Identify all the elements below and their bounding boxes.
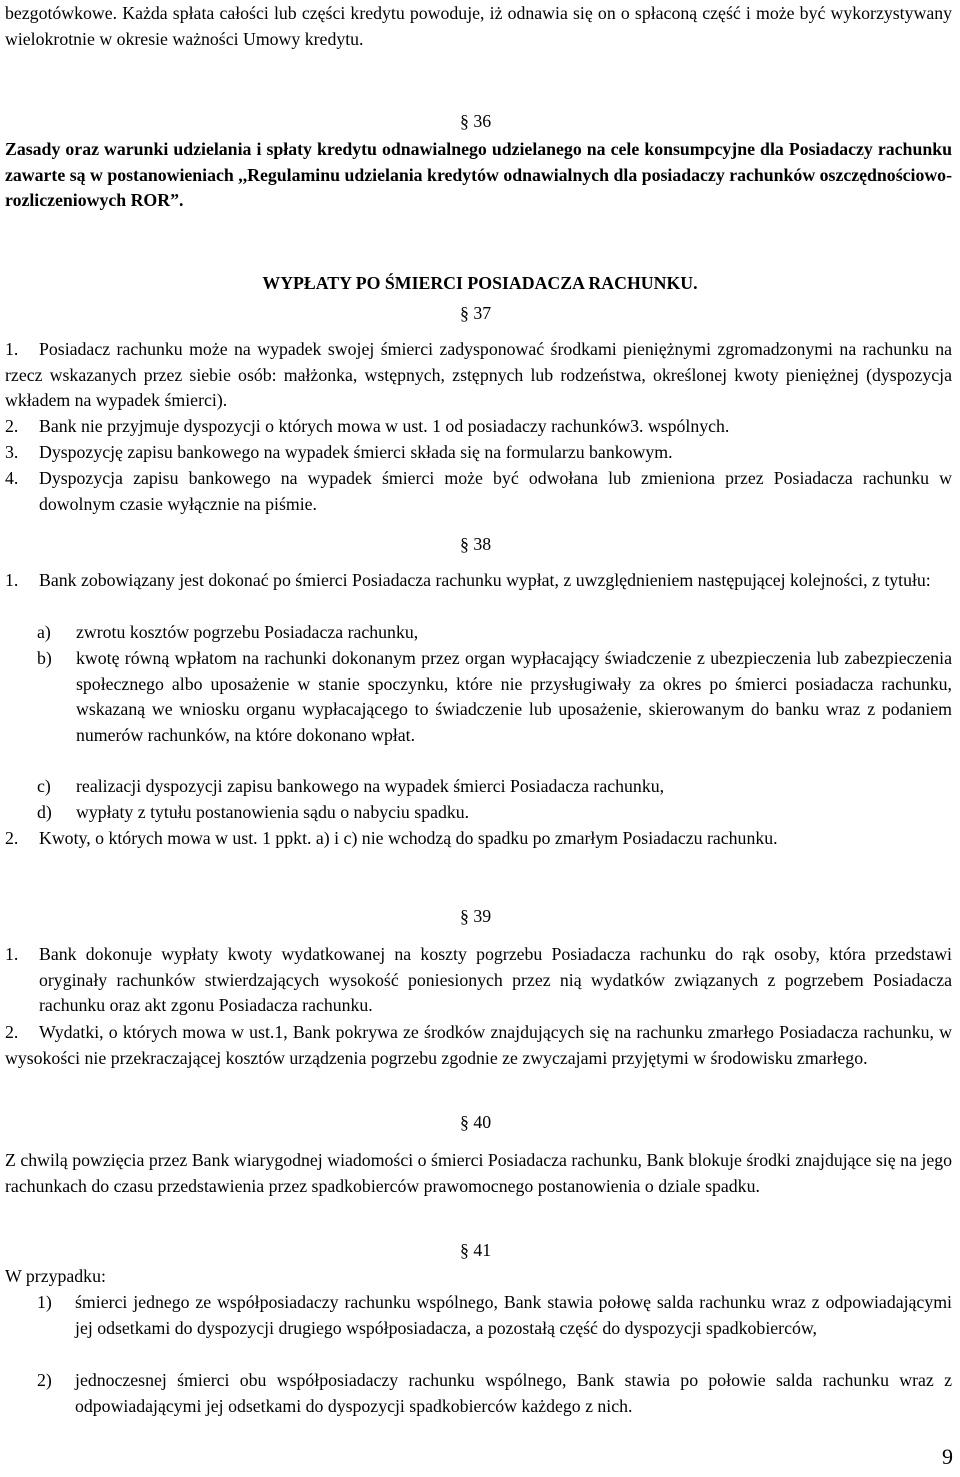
paragraph-38-number: § 38 [460, 534, 492, 554]
list-item: 2) jednoczesnej śmierci obu współposiadaczy rachunku wspólnego, Bank stawia po połowie salda rachunku wraz z odpowiadającymi jej odsetkami do dyspozycji spadkobierców każdego z nich. [37, 1370, 952, 1416]
paragraph-40-number: § 40 [460, 1112, 492, 1132]
list-item: 1) śmierci jednego ze współposiadaczy rachunku wspólnego, Bank stawia połowę salda rachunku wraz z odpowiadającymi jej odsetkami do dyspozycji drugiego współposiadacza, a pozostałą część do dyspozycji spadkobierców, [37, 1292, 952, 1338]
list-item: 4. Dyspozycja zapisu bankowego na wypadek śmierci może być odwołana lub zmieniona przez Posiadacza rachunku w dowolnym czasie wyłącznie na piśmie. [5, 468, 952, 514]
page-number: 9 [942, 1444, 953, 1469]
list-item: 2. Wydatki, o których mowa w ust.1, Bank pokrywa ze środków znajdujących się na rachunku zmarłego Posiadacza rachunku, w wysokości nie przekraczającej kosztów urządzenia pogrzebu zgodnie ze zwyczajami przyjętymi w środowisku zmarłego. [5, 1022, 952, 1068]
list-item: 1. Bank zobowiązany jest dokonać po śmierci Posiadacza rachunku wypłat, z uwzględnieniem następującej kolejności, z tytułu: [5, 570, 931, 590]
sub-item: a) zwrotu kosztów pogrzebu Posiadacza rachunku, [37, 622, 419, 642]
list-item: 3. Dyspozycję zapisu bankowego na wypadek śmierci składa się na formularzu bankowym. [5, 442, 673, 462]
paragraph-41-lead: W przypadku: [5, 1266, 106, 1286]
paragraph-36-text: Zasady oraz warunki udzielania i spłaty kredytu odnawialnego udzielanego na cele konsumpcyjne dla Posiadaczy rachunku zawarte są w postanowieniach ,,Regulaminu udzielania kredytów odnawialnych dla posiadaczy rachunków oszczędnościowo-rozliczeniowych ROR”. [5, 139, 952, 210]
intro-paragraph: bezgotówkowe. Każda spłata całości lub części kredytu powoduje, iż odnawia się on o spłaconą część i może być wykorzystywany wielokrotnie w okresie ważności Umowy kredytu. [5, 3, 952, 49]
paragraph-41-number: § 41 [460, 1240, 492, 1260]
paragraph-40-text: Z chwilą powzięcia przez Bank wiarygodnej wiadomości o śmierci Posiadacza rachunku, Bank blokuje środki znajdujące się na jego rachunkach do czasu przedstawienia przez spadkobierców prawomocnego postanowienia o dziale spadku. [5, 1150, 952, 1196]
sub-item: c) realizacji dyspozycji zapisu bankowego na wypadek śmierci Posiadacza rachunku, [37, 776, 665, 796]
paragraph-39-number: § 39 [460, 906, 492, 926]
paragraph-37-number: § 37 [460, 303, 492, 323]
list-item: 1. Bank dokonuje wypłaty kwoty wydatkowanej na koszty pogrzebu Posiadacza rachunku do rąk osoby, która przedstawi oryginały rachunków stwierdzających wysokość poniesionych przez nią wydatków związanych z pogrzebem Posiadacza rachunku oraz akt zgonu Posiadacza rachunku. [5, 944, 952, 1015]
list-item: 2. Bank nie przyjmuje dyspozycji o których mowa w ust. 1 od posiadaczy rachunków3. wspólnych. [5, 416, 730, 436]
sub-item: b) kwotę równą wpłatom na rachunki dokonanym przez organ wypłacający świadczenie z ubezpieczenia lub zabezpieczenia społecznego albo uposażenie w stanie spoczynku, które nie przysługiwały za okres po śmierci posiadacza rachunku, wskazaną we wniosku organu wypłacającego to świadczenie lub uposażenie, skierowanym do banku wraz z podaniem numerów rachunków, na które dokonano wpłat. [37, 648, 952, 745]
sub-item: d) wypłaty z tytułu postanowienia sądu o nabyciu spadku. [37, 802, 470, 822]
section-title: WYPŁATY PO ŚMIERCI POSIADACZA RACHUNKU. [262, 273, 698, 293]
paragraph-36-number: § 36 [460, 111, 492, 131]
list-item: 1. Posiadacz rachunku może na wypadek swojej śmierci zadysponować środkami pieniężnymi zgromadzonymi na rachunku na rzecz wskazanych przez siebie osób: małżonka, wstępnych, zstępnych lub rodzeństwa, określonej kwoty pieniężnej (dyspozycja wkładem na wypadek śmierci). [5, 339, 952, 410]
list-item: 2. Kwoty, o których mowa w ust. 1 ppkt. a) i c) nie wchodzą do spadku po zmarłym Posiadaczu rachunku. [5, 828, 778, 848]
